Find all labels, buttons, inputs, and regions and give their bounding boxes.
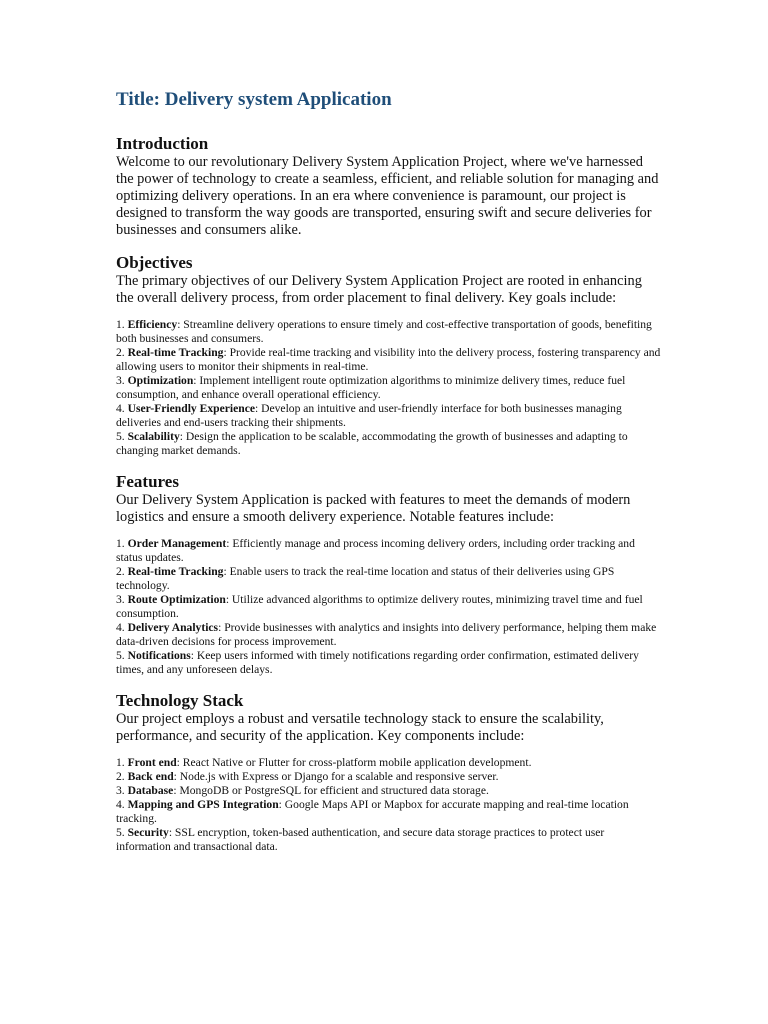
list-item (116, 826, 661, 854)
list-item-term: Efficiency (127, 318, 178, 331)
list-item-num: 4. (116, 621, 128, 634)
list-item-desc: : Google Maps API or Mapbox for accurate mapping and real-time location tracking. (116, 798, 629, 825)
list-item (116, 402, 661, 430)
list-item-desc: : Streamline delivery operations to ensure timely and cost-effective transportation of goods, benefiting both businesses and consumers. (116, 318, 652, 345)
section-intro: The primary objectives of our Delivery System Application Project are rooted in enhancing the overall delivery process, from order placement to final delivery. Key goals include: (116, 273, 642, 306)
section-intro: Our project employs a robust and versatile technology stack to ensure the scalability, performance, and security of the application. Key components include: (116, 711, 604, 744)
document-body (116, 134, 661, 854)
list-item-desc: : Develop an intuitive and user-friendly interface for both businesses managing deliveries and end-users tracking their shipments. (116, 402, 622, 429)
list-item-desc: : Utilize advanced algorithms to optimize delivery routes, minimizing travel time and fuel consumption. (116, 593, 643, 620)
numbered-list (116, 756, 661, 854)
list-item-num: 2. (116, 565, 128, 578)
list-item (116, 784, 661, 798)
list-item-desc: : Design the application to be scalable, accommodating the growth of businesses and adapting to changing market demands. (116, 430, 628, 457)
list-item-term: Security (127, 826, 169, 839)
list-item (116, 374, 661, 402)
list-item-desc: : Node.js with Express or Django for a scalable and responsive server. (173, 770, 499, 783)
list-item (116, 756, 661, 770)
list-item-desc: : Provide real-time tracking and visibility into the delivery process, fostering transparency and allowing users to monitor their shipments in real-time. (116, 346, 661, 373)
list-item (116, 593, 661, 621)
section-heading: Features (116, 472, 179, 491)
list-item-term: Delivery Analytics (127, 621, 219, 634)
section-features (116, 472, 661, 677)
list-item-term: Database (127, 784, 174, 797)
list-item-num: 2. (116, 770, 128, 783)
list-item-desc: : Implement intelligent route optimization algorithms to minimize delivery times, reduce fuel consumption, and enhance overall operational efficiency. (116, 374, 626, 401)
list-item-term: Back end (127, 770, 174, 783)
list-item-num: 4. (116, 402, 128, 415)
list-item-term: Order Management (127, 537, 227, 550)
document-page (116, 88, 661, 868)
section-intro: Welcome to our revolutionary Delivery System Application Project, where we've harnessed the power of technology to create a seamless, efficient, and reliable solution for managing and optimizing delivery operations. In an era where convenience is paramount, our project is designed to transform the way goods are transported, ensuring swift and secure deliveries for businesses and consumers alike. (116, 154, 659, 238)
section-heading: Technology Stack (116, 691, 244, 710)
list-item-desc: : SSL encryption, token-based authentication, and secure data storage practices to protect user information and transactional data. (116, 826, 605, 853)
list-item (116, 621, 661, 649)
list-item-num: 5. (116, 826, 128, 839)
list-item-num: 3. (116, 593, 128, 606)
list-item-term: Scalability (127, 430, 180, 443)
list-item-num: 4. (116, 798, 128, 811)
numbered-list (116, 537, 661, 677)
list-item-num: 1. (116, 537, 128, 550)
list-item (116, 649, 661, 677)
list-item (116, 346, 661, 374)
list-item-num: 1. (116, 756, 128, 769)
section-introduction (116, 134, 661, 239)
numbered-list (116, 318, 661, 458)
list-item (116, 770, 661, 784)
list-item (116, 318, 661, 346)
list-item-desc: : Provide businesses with analytics and insights into delivery performance, helping them make data-driven decisions for process improvement. (116, 621, 657, 648)
list-item-term: User-Friendly Experience (127, 402, 255, 415)
list-item-num: 1. (116, 318, 128, 331)
list-item-term: Optimization (127, 374, 194, 387)
list-item-num: 5. (116, 649, 128, 662)
list-item-term: Real-time Tracking (127, 346, 224, 359)
list-item-num: 3. (116, 784, 128, 797)
list-item-desc: : MongoDB or PostgreSQL for efficient and structured data storage. (173, 784, 489, 797)
list-item-term: Route Optimization (127, 593, 226, 606)
list-item-num: 5. (116, 430, 128, 443)
section-technology-stack (116, 691, 661, 854)
list-item (116, 537, 661, 565)
list-item-desc: : React Native or Flutter for cross-platform mobile application development. (176, 756, 532, 769)
list-item-term: Front end (127, 756, 177, 769)
list-item-desc: : Keep users informed with timely notifications regarding order confirmation, estimated delivery times, and any unforeseen delays. (116, 649, 639, 676)
section-heading: Introduction (116, 134, 209, 153)
section-heading: Objectives (116, 253, 193, 272)
list-item (116, 565, 661, 593)
list-item-term: Real-time Tracking (127, 565, 224, 578)
list-item (116, 798, 661, 826)
list-item-desc: : Enable users to track the real-time location and status of their deliveries using GPS technology. (116, 565, 615, 592)
document-title: Title: Delivery system Application (116, 89, 392, 110)
list-item-term: Mapping and GPS Integration (127, 798, 279, 811)
list-item (116, 430, 661, 458)
section-objectives (116, 253, 661, 458)
list-item-num: 3. (116, 374, 128, 387)
list-item-num: 2. (116, 346, 128, 359)
list-item-term: Notifications (127, 649, 191, 662)
section-intro: Our Delivery System Application is packed with features to meet the demands of modern logistics and ensure a smooth delivery experience. Notable features include: (116, 492, 631, 525)
list-item-desc: : Efficiently manage and process incoming delivery orders, including order tracking and status updates. (116, 537, 635, 564)
